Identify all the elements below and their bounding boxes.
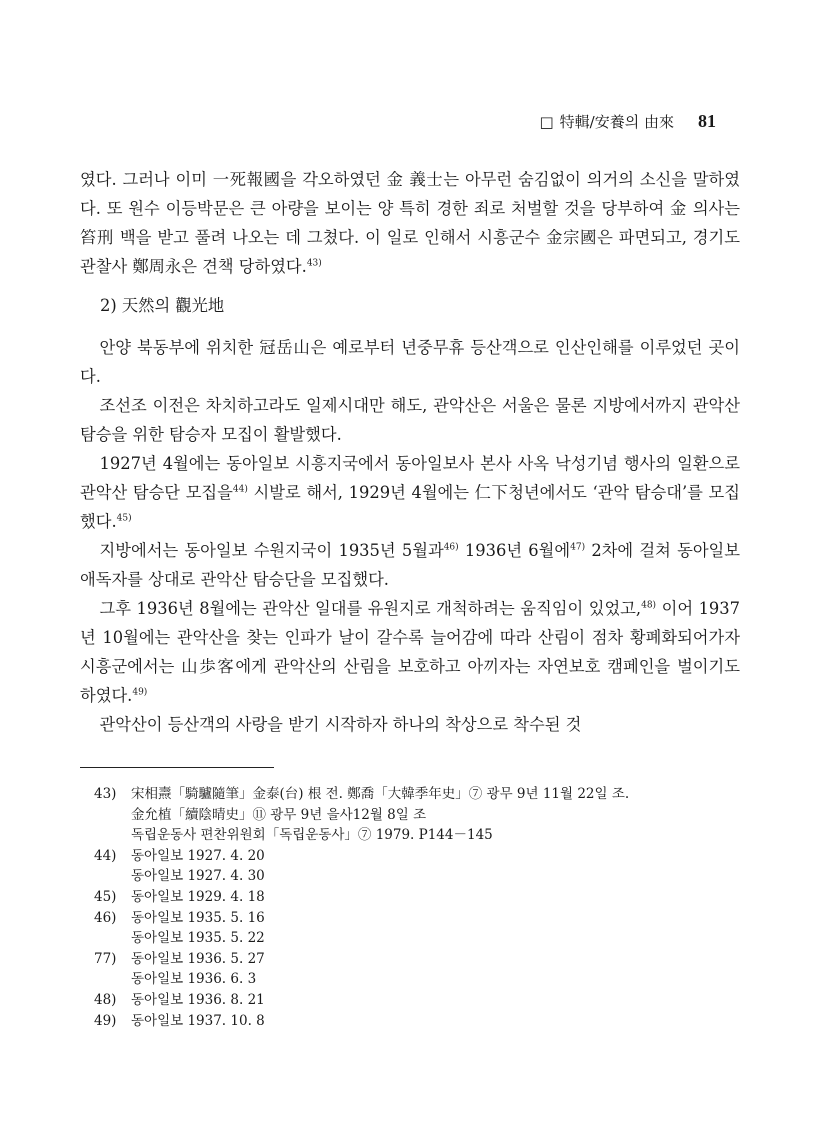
- footnote-45: 45) 동아일보 1929. 4. 18: [94, 888, 265, 905]
- paragraph-5: 지방에서는 동아일보 수원지국이 1935년 5월과$^{46)}$ 1936년 6월에$^{47)}$ 2차에 걸쳐 동아일보 애독자를 상대로 관악산 탐승단을 모집했다.: [80, 541, 740, 589]
- footnote-48: 48) 동아일보 1936. 8. 21: [94, 991, 265, 1008]
- footnote-ref-45: 45): [116, 513, 132, 524]
- footnote-43-line3: 독립운동사 편찬위원회「독립운동사」⑦ 1979. P144－145: [131, 827, 493, 844]
- page-number: 81: [698, 111, 716, 131]
- footnote-ref-43: 43): [306, 258, 322, 269]
- footnote-77-line2: 동아일보 1936. 6. 3: [131, 971, 257, 988]
- footnote-43-line2: 金允植「續陰晴史」⑪ 광무 9년 을사12월 8일 조: [131, 806, 427, 823]
- paragraph-2: 안양 북동부에 위치한 冠岳山은 예로부터 년중무휴 등산객으로 인산인해를 이루었던 곳이다.: [80, 338, 740, 386]
- footnote-44: 44) 동아일보 1927. 4. 20: [94, 847, 265, 864]
- square-box-icon: □: [539, 113, 554, 131]
- footnote-ref-49: 49): [132, 687, 148, 698]
- footnote-46-line2: 동아일보 1935. 5. 22: [131, 930, 265, 947]
- paragraph-1: 였다. 그러나 이미 一死報國을 각오하였던 金 義士는 아무런 숨김없이 의거의 소신을 말하였다. 또 원수 이등박문은 큰 아량을 보이는 양 특히 경한 죄로 처벌할 것을 당부하여 金 의사는 笞刑 백을 받고 풀려 나오는 데 그쳤다. 이 일로 인해서 시흥군수 金宗國은 파면되고, 경기도 관찰사 鄭周永은 견책 당하였다.$^{43)}$: [80, 170, 740, 276]
- paragraph-4: 1927년 4월에는 동아일보 시흥지국에서 동아일보사 본사 사옥 낙성기념 행사의 일환으로 관악산 탐승단 모집을$^{44)}$ 시발로 해서, 1929년 4월에는 仁下청년에서도 ‘관악 탐승대’를 모집했다.$^{45)}$: [80, 454, 740, 531]
- footnotes: [94, 784, 754, 1031]
- header-title: 特輯/安養의 由來: [559, 113, 674, 131]
- footnote-49: 49) 동아일보 1937. 10. 8: [94, 1012, 265, 1029]
- footnote-ref-48: 48): [641, 600, 657, 611]
- footnote-46: 46) 동아일보 1935. 5. 16: [94, 909, 265, 926]
- section-heading: 2) 天然의 觀光地: [100, 296, 225, 315]
- footnote-43: 43) 宋相燾「騎驢隨筆」金泰(台) 根 전. 鄭喬「大韓季年史」⑦ 광무 9년 11월 22일 조.: [94, 786, 630, 802]
- footnote-ref-47: 47): [570, 542, 586, 553]
- footnote-ref-46: 46): [443, 542, 459, 553]
- main-body: [80, 165, 740, 739]
- paragraph-6: 그후 1936년 8월에는 관악산 일대를 유원지로 개척하려는 움직임이 있었고,$^{48)}$ 이어 1937년 10월에는 관악산을 찾는 인파가 날이 갈수록 늘어감에 따라 산림이 점차 황폐화되어가자 시흥군에서는 山歩客에게 관악산의 산림을 보호하고 아끼자는 자연보호 캠페인을 벌이기도 하였다.$^{49)}$: [80, 599, 741, 705]
- footnote-ref-44: 44): [232, 484, 248, 495]
- paragraph-3: 조선조 이전은 차치하고라도 일제시대만 해도, 관악산은 서울은 물론 지방에서까지 관악산 탐승을 위한 탐승자 모집이 활발했다.: [80, 396, 740, 444]
- paragraph-7: 관악산이 등산객의 사랑을 받기 시작하자 하나의 착상으로 착수된 것: [99, 715, 582, 734]
- footnote-divider: [80, 767, 274, 768]
- footnote-77: 77) 동아일보 1936. 5. 27: [94, 950, 265, 967]
- footnote-44-line2: 동아일보 1927. 4. 30: [131, 868, 265, 885]
- running-header: [539, 111, 716, 132]
